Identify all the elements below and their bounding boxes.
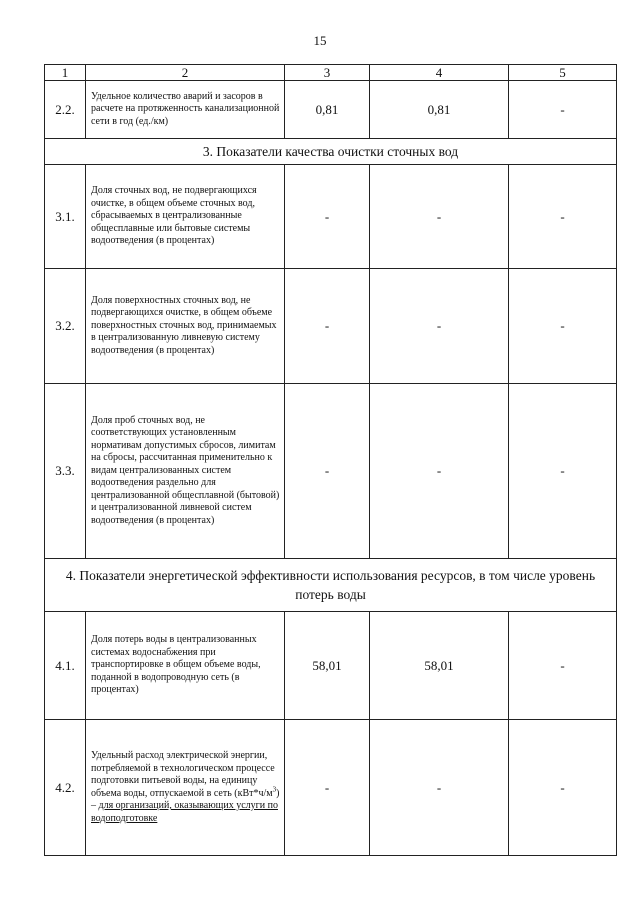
row-description: Доля потерь воды в централизованных системах водоснабжения при транспортировке в общем объеме воды, поданной в водопроводную сеть (в процентах) xyxy=(86,612,285,720)
row-number: 2.2. xyxy=(45,81,86,139)
value-col3: - xyxy=(285,720,370,856)
table-row xyxy=(45,165,617,269)
row-description: Доля сточных вод, не подвергающихся очистке, в общем объеме сточных вод, сбрасываемых в централизованные общесплавные или бытовые системы водоотведения (в процентах) xyxy=(86,165,285,269)
section-header-row xyxy=(45,559,617,612)
value-col4: - xyxy=(370,720,509,856)
value-col4: - xyxy=(370,269,509,384)
value-col5: - xyxy=(509,165,617,269)
row-description xyxy=(86,720,285,856)
table-row xyxy=(45,269,617,384)
row-number: 3.2. xyxy=(45,269,86,384)
section-title: 3. Показатели качества очистки сточных вод xyxy=(45,139,617,165)
value-col5: - xyxy=(509,720,617,856)
table-row xyxy=(45,720,617,856)
page-number: 15 xyxy=(313,33,327,48)
value-col3: - xyxy=(285,384,370,559)
row-description: Доля проб сточных вод, не соответствующих установленным нормативам допустимых сбросов, лимитам на сбросы, рассчитанная применительно к видам централизованных систем водоотведения раздельно для централизованной общесплавной (бытовой) и централизованной ливневой систем водоотведения (в процентах) xyxy=(86,384,285,559)
column-header: 5 xyxy=(509,65,617,81)
column-header: 1 xyxy=(45,65,86,81)
value-col4: - xyxy=(370,384,509,559)
value-col5: - xyxy=(509,269,617,384)
value-col4: - xyxy=(370,165,509,269)
section-header-row xyxy=(45,139,617,165)
table-row xyxy=(45,81,617,139)
value-col5: - xyxy=(509,384,617,559)
row-number: 4.2. xyxy=(45,720,86,856)
value-col3: 58,01 xyxy=(285,612,370,720)
column-header-row xyxy=(45,65,617,81)
column-header: 4 xyxy=(370,65,509,81)
row-description-underlined: для организаций, оказывающих услуги по водоподготовке xyxy=(91,800,278,824)
value-col5: - xyxy=(509,612,617,720)
column-header: 3 xyxy=(285,65,370,81)
value-col3: 0,81 xyxy=(285,81,370,139)
indicators-table xyxy=(44,64,617,856)
row-description-dash: ) – xyxy=(91,787,280,811)
value-col5: - xyxy=(509,81,617,139)
section-title: 4. Показатели энергетической эффективности использования ресурсов, в том числе уровень потерь воды xyxy=(45,559,617,612)
value-col4: 0,81 xyxy=(370,81,509,139)
row-number: 4.1. xyxy=(45,612,86,720)
table-row xyxy=(45,384,617,559)
row-description-text: Удельный расход электрической энергии, потребляемой в технологическом процессе подготовки питьевой воды, на единицу объема воды, отпускаемой в сеть (кВт*ч/м xyxy=(91,750,275,799)
table-row xyxy=(45,612,617,720)
column-header: 2 xyxy=(86,65,285,81)
row-number: 3.1. xyxy=(45,165,86,269)
row-number: 3.3. xyxy=(45,384,86,559)
value-col3: - xyxy=(285,165,370,269)
value-col4: 58,01 xyxy=(370,612,509,720)
value-col3: - xyxy=(285,269,370,384)
row-description: Доля поверхностных сточных вод, не подвергающихся очистке, в общем объеме поверхностных сточных вод, принимаемых в централизованную ливневую систему водоотведения (в процентах) xyxy=(86,269,285,384)
superscript-3: 3 xyxy=(272,785,277,794)
row-description: Удельное количество аварий и засоров в расчете на протяженность канализационной сети в год (ед./км) xyxy=(86,81,285,139)
